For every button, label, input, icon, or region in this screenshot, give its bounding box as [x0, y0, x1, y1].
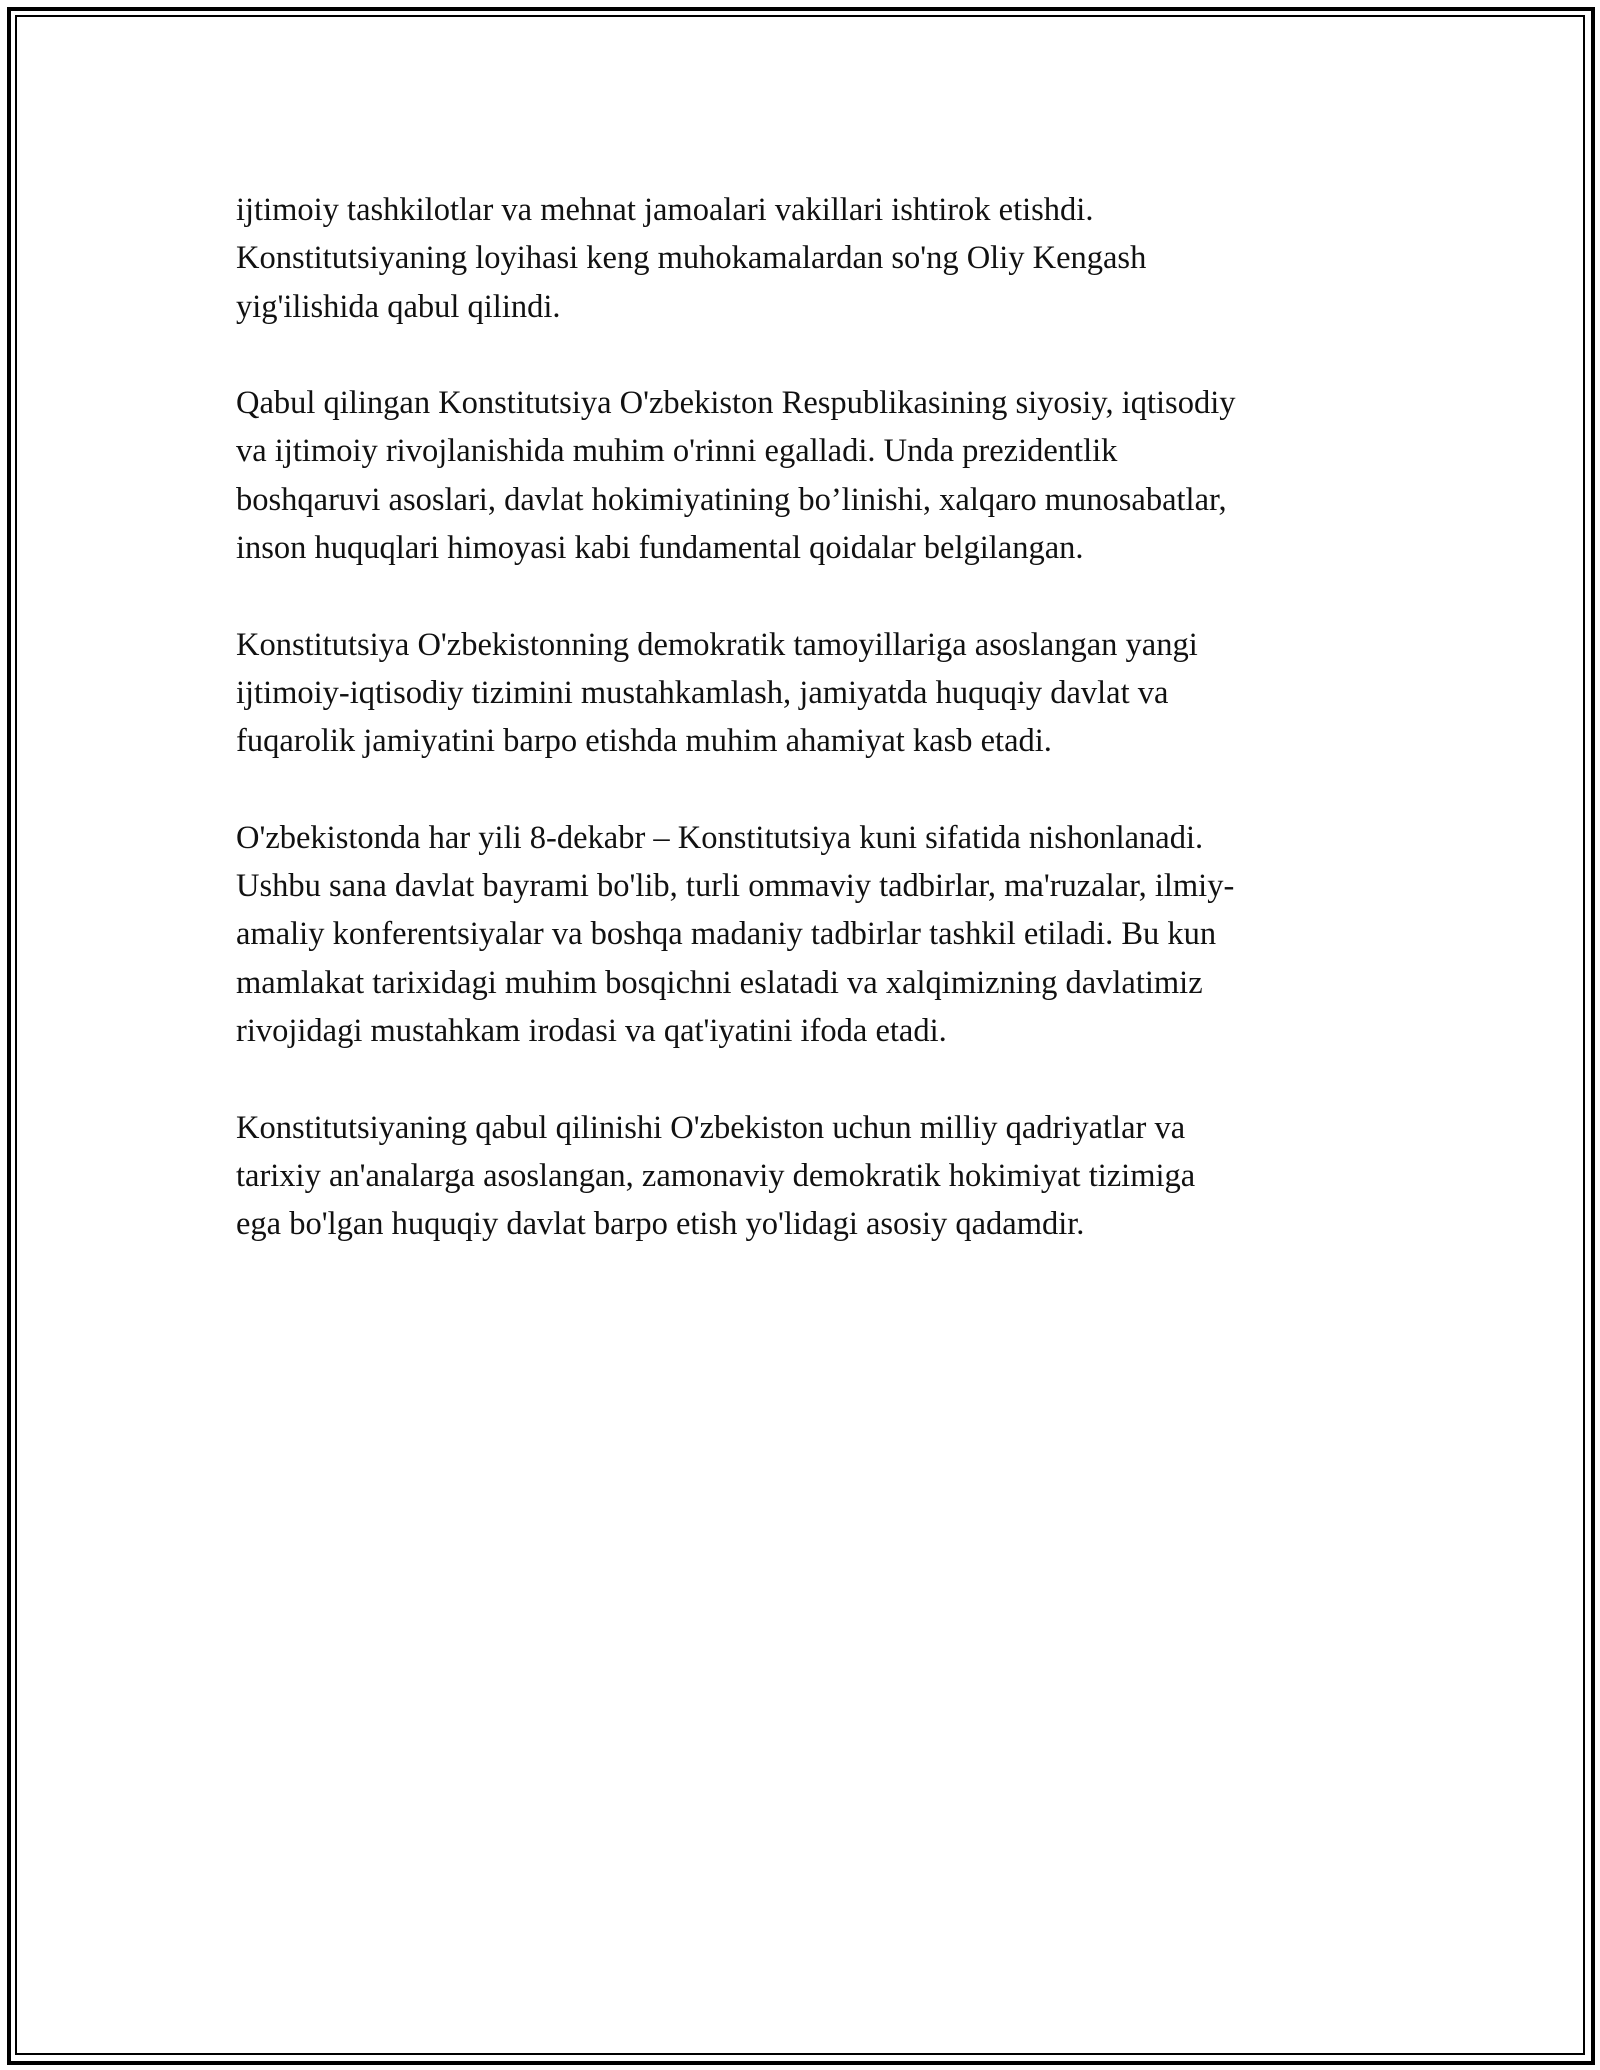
text-line: mamlakat tarixidagi muhim bosqichni eslatadi va xalqimizning davlatimiz [236, 964, 1203, 1001]
text-line: inson huquqlari himoyasi kabi fundamental qoidalar belgilangan. [236, 530, 1084, 567]
text-line: va ijtimoiy rivojlanishida muhim o'rinni egalladi. Unda prezidentlik [236, 433, 1118, 470]
text-line: tarixiy an'analarga asoslangan, zamonaviy demokratik hokimiyat tizimiga [236, 1157, 1196, 1194]
text-line: fuqarolik jamiyatini barpo etishda muhim ahamiyat kasb etadi. [236, 723, 1052, 760]
text-line: yig'ilishida qabul qilindi. [236, 288, 561, 325]
paragraph [236, 186, 1376, 331]
text-line: rivojidagi mustahkam irodasi va qat'iyatini ifoda etadi. [236, 1013, 947, 1050]
text-line: ijtimoiy tashkilotlar va mehnat jamoalari vakillari ishtirok etishdi. [236, 192, 1094, 228]
text-line: Konstitutsiya O'zbekistonning demokratik tamoyillariga asoslangan yangi [236, 626, 1198, 663]
paragraph [236, 1104, 1376, 1249]
text-line: boshqaruvi asoslari, davlat hokimiyatining bo’linishi, xalqaro munosabatlar, [236, 481, 1227, 518]
text-line: Ushbu sana davlat bayrami bo'lib, turli ommaviy tadbirlar, ma'ruzalar, ilmiy- [236, 868, 1235, 905]
text-line: Qabul qilingan Konstitutsiya O'zbekiston Respublikasining siyosiy, iqtisodiy [236, 385, 1236, 422]
text-line: Konstitutsiyaning loyihasi keng muhokamalardan so'ng Oliy Kengash [236, 240, 1147, 277]
paragraph [236, 379, 1376, 572]
document-body [236, 186, 1376, 1297]
text-line: amaliy konferentsiyalar va boshqa madaniy tadbirlar tashkil etiladi. Bu kun [236, 916, 1217, 953]
text-line: ijtimoiy-iqtisodiy tizimini mustahkamlash, jamiyatda huquqiy davlat va [236, 674, 1169, 711]
paragraph [236, 621, 1376, 766]
text-line: ega bo'lgan huquqiy davlat barpo etish yo'lidagi asosiy qadamdir. [236, 1206, 1085, 1243]
text-line: Konstitutsiyaning qabul qilinishi O'zbekiston uchun milliy qadriyatlar va [236, 1109, 1186, 1146]
paragraph [236, 814, 1376, 1055]
text-line: O'zbekistonda har yili 8-dekabr – Konstitutsiya kuni sifatida nishonlanadi. [236, 819, 1204, 856]
